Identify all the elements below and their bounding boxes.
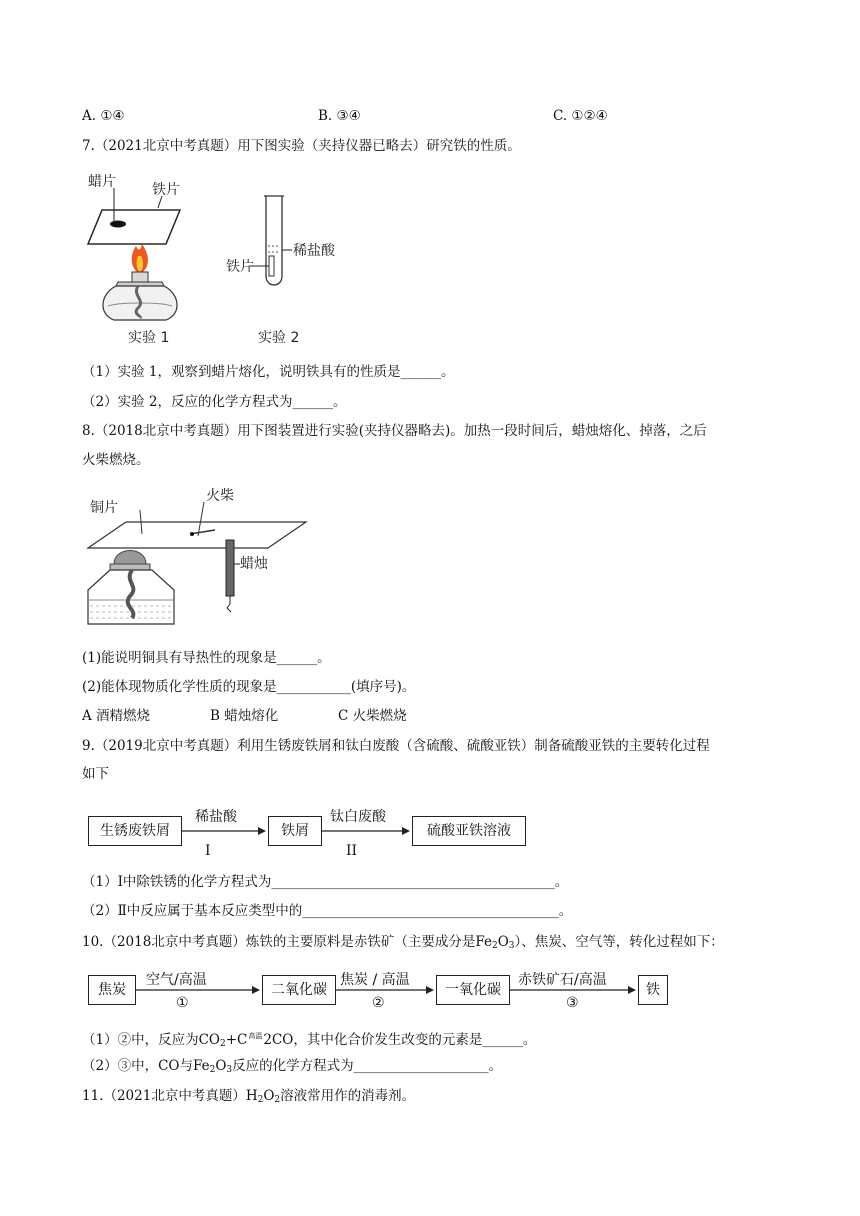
caption-exp2: 实验 2 [258, 330, 300, 346]
flow-arrow-label-coke: 焦炭 / 高温 [340, 972, 410, 988]
flow-box-coke: 焦炭 [88, 975, 136, 1005]
flow-step-circle-1: ① [176, 995, 189, 1011]
candle-label: 蜡烛 [240, 556, 268, 572]
option-a: A. ①④ [82, 108, 125, 124]
flow-box-ferrous-sulfate: 硫酸亚铁溶液 [412, 816, 526, 846]
flow-arrow-label-ore: 赤铁矿石/高温 [518, 972, 607, 988]
q9-stem-1: 9.（2019北京中考真题）利用生锈废铁屑和钛白废酸（含硫酸、硫酸亚铁）制备硫酸亚铁的主要转化过程 [82, 738, 710, 754]
match-label: 火柴 [206, 488, 234, 504]
flow-box-iron: 铁 [638, 975, 668, 1005]
flow-box-iron-scraps: 铁屑 [268, 816, 322, 846]
q8-stem-2: 火柴燃烧。 [82, 452, 150, 468]
q10-part2: （2）③中，CO与$Fe_2O_3$反应的化学方程式为____________________。 [82, 1058, 503, 1075]
copper-label: 铜片 [90, 500, 118, 516]
option-c: C. ①②④ [553, 108, 608, 124]
iron-label: 铁片 [152, 182, 180, 198]
q8-option-b: B 蜡烛熔化 [210, 708, 279, 724]
flow-step-2: II [346, 843, 358, 859]
flow-box-co2: 二氧化碳 [262, 975, 336, 1005]
q10-part1: （1）②中，反应为$CO_2+C^{高温}2CO$，其中化合价发生改变的元素是______。 [82, 1032, 537, 1049]
q9-stem-2: 如下 [82, 766, 109, 782]
q7-part2: （2）实验 2，反应的化学方程式为______。 [82, 394, 347, 410]
option-b: B. ③④ [318, 108, 361, 124]
iron-label-2: 铁片 [226, 259, 254, 275]
caption-exp1: 实验 1 [128, 330, 170, 346]
flow-step-circle-3: ③ [566, 995, 579, 1011]
q8-part1: (1)能说明铜具有导热性的现象是______。 [82, 650, 331, 666]
flow-step-1: I [205, 843, 211, 859]
q8-part2: (2)能体现物质化学性质的现象是___________(填序号)。 [82, 679, 416, 695]
q10-stem: 10.（2018北京中考真题）炼铁的主要原料是赤铁矿（主要成分是$Fe_2O_3$）、焦炭、空气等，转化过程如下： [82, 934, 724, 951]
q7-part1: （1）实验 1，观察到蜡片熔化，说明铁具有的性质是______。 [82, 364, 455, 380]
flow-box-co: 一氧化碳 [436, 975, 510, 1005]
q7-stem: 7.（2021北京中考真题）用下图实验（夹持仪器已略去）研究铁的性质。 [82, 138, 521, 154]
wax-label: 蜡片 [88, 174, 116, 190]
q9-part1: （1）Ⅰ中除铁锈的化学方程式为__________________________________________。 [82, 874, 569, 890]
q9-part2: （2）Ⅱ中反应属于基本反应类型中的______________________________________。 [82, 903, 573, 919]
flow-arrow-label-1: 稀盐酸 [195, 809, 237, 825]
q8-option-c: C 火柴燃烧 [338, 708, 407, 724]
q11-stem: 11.（2021北京中考真题）$H_2O_2$溶液常用作的消毒剂。 [82, 1088, 416, 1105]
q8-stem-1: 8.（2018北京中考真题）用下图装置进行实验(夹持仪器略去)。加热一段时间后，蜡烛熔化、掉落，之后 [82, 423, 707, 439]
flow-step-circle-2: ② [372, 995, 385, 1011]
flow-arrow-label-air: 空气/高温 [146, 972, 207, 988]
acid-label: 稀盐酸 [293, 243, 335, 259]
flow-box-rusty-iron: 生锈废铁屑 [88, 816, 182, 846]
q8-option-a: A 酒精燃烧 [82, 708, 151, 724]
flow-arrow-label-2: 钛白废酸 [330, 809, 386, 825]
